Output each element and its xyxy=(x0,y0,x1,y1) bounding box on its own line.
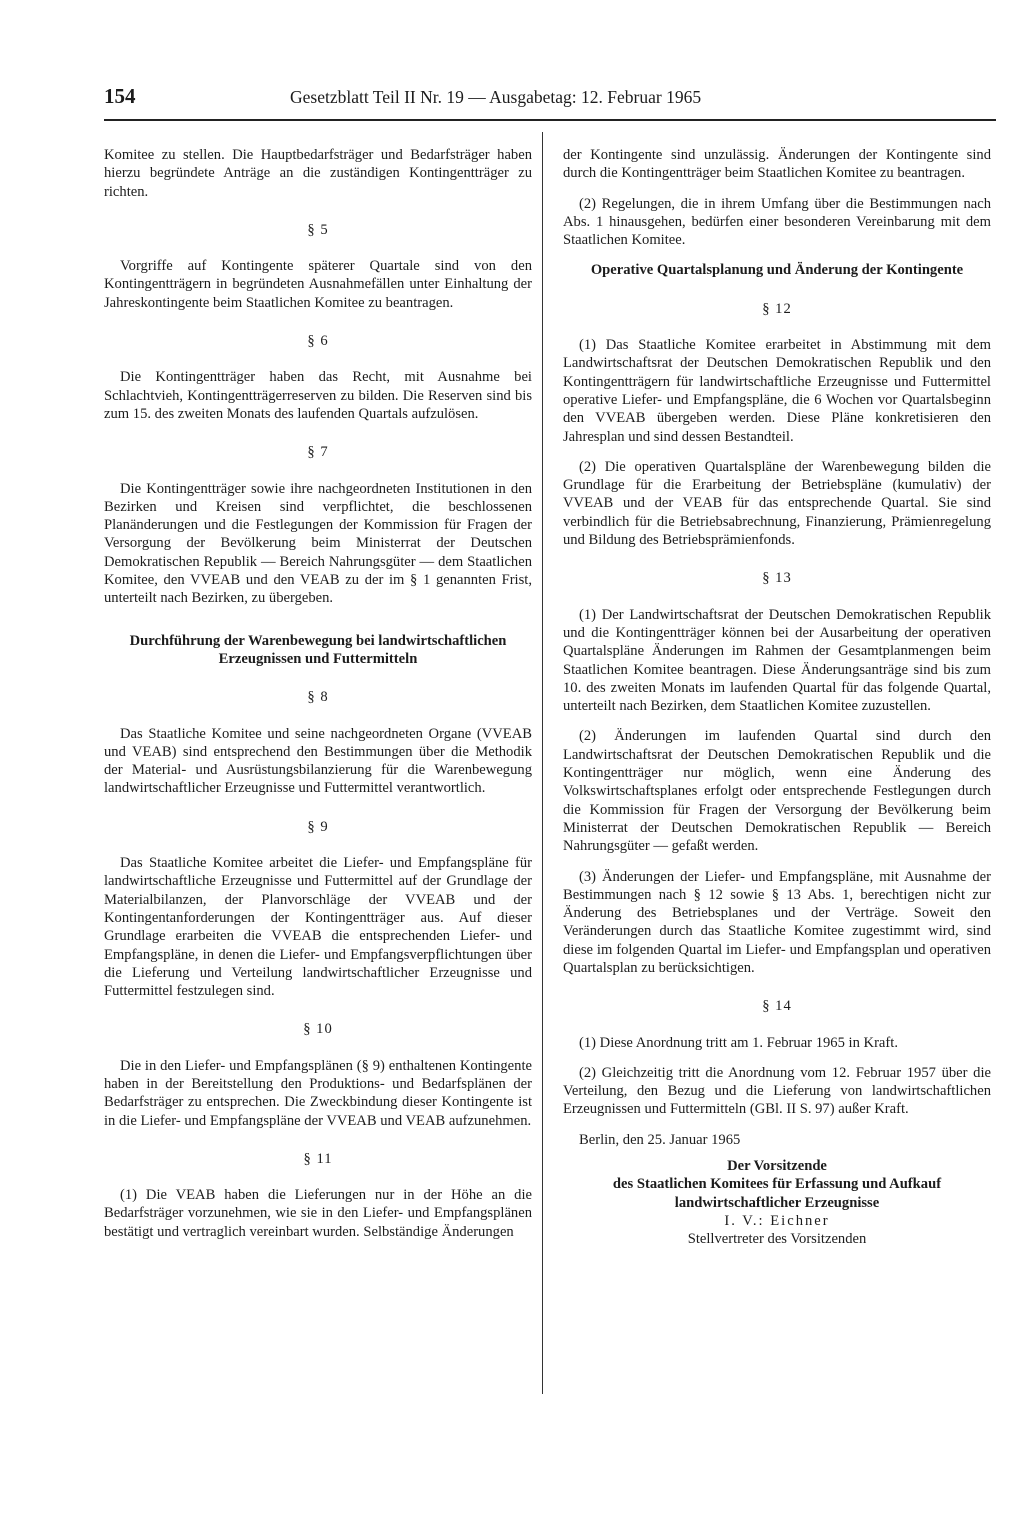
paragraph: (1) Der Landwirtschaftsrat der Deutschen Demokratischen Republik und die Kontingentträger können bei der Ausarbeitung der operativen Quartalspläne Änderungen im Rahmen der Gesamtplanmengen beim Staatlichen Komitee beantragen. Diese Änderungsanträge sind bis zum 10. des zweiten Monats im laufenden Quartal für das folgende Quartal, unterteilt nach Bezirken, dem Staatlichen Komitee zuzustellen. xyxy=(563,606,991,715)
paragraph: (2) Gleichzeitig tritt die Anordnung vom 12. Februar 1957 über die Verteilung, den Bezug und die Lieferung von landwirtschaftlichen Erzeugnissen und Futtermitteln (GBl. II S. 97) außer Kraft. xyxy=(563,1064,991,1118)
paragraph: Die Kontingentträger haben das Recht, mit Ausnahme bei Schlachtvieh, Kontingentträgerreserven zu bilden. Die Reserven sind bis zum 15. des zweiten Monats des laufenden Quartals aufzulösen. xyxy=(104,369,532,422)
signatory-organization: des Staatlichen Komitees für Erfassung und Aufkauf xyxy=(612,1176,942,1193)
section-sign: § 10 xyxy=(303,1021,333,1038)
paragraph: Vorgriffe auf Kontingente späterer Quartale sind von den Kontingentträgern in begründeten Ausnahmefällen unter Einhaltung der Jahreskontingente beim Staatlichen Komitee zu beantragen. xyxy=(104,258,532,311)
section-sign: § 8 xyxy=(307,689,329,706)
right-column xyxy=(563,146,991,1249)
paragraph: (2) Regelungen, die in ihrem Umfang über die Bestimmungen nach Abs. 1 hinausgehen, bedürfen einer besonderen Vereinbarung mit dem Staatlichen Komitee. xyxy=(563,195,991,249)
section-sign: § 7 xyxy=(307,444,329,461)
paragraph: (1) Die VEAB haben die Lieferungen nur in der Höhe an die Bedarfsträger vorzunehmen, wie sie in den Liefer- und Empfangsplänen bestätigt und vertraglich vereinbart wurden. Selbständige Änderungen xyxy=(104,1187,532,1240)
section-sign: § 9 xyxy=(307,818,329,835)
signatory-title: Der Vorsitzende xyxy=(727,1158,827,1175)
section-heading: Operative Quartalsplanung und Änderung der Kontingente xyxy=(590,262,964,279)
paragraph: (2) Änderungen im laufenden Quartal sind durch den Landwirtschaftsrat der Deutschen Demokratischen Republik und die Kontingentträger nur möglich, wenn eine Änderung des Volkswirtschaftsplanes erfolgt oder entsprechende Festlegungen durch die Kommission für Fragen der Versorgung der Bevölkerung beim Ministerrat der Deutschen Demokratischen Republik — Bereich Nahrungsgüter — gefaßt werden. xyxy=(563,728,991,855)
signatory-organization-cont: landwirtschaftlicher Erzeugnisse xyxy=(674,1194,880,1211)
signatory-role: Stellvertreter des Vorsitzenden xyxy=(687,1231,867,1248)
paragraph: Die Kontingentträger sowie ihre nachgeordneten Institutionen in den Bezirken und Kreisen sind verpflichtet, die beschlossenen Planänderungen und die Festlegungen der Kommission für Fragen der Versorgung der Bevölkerung beim Ministerrat der Deutschen Demokratischen Republik — Bereich Nahrungsgüter — dem Staatlichen Komitee, den VVEAB und den VEAB zu der im § 1 genannten Frist, unterteilt nach Bezirken, zu übergeben. xyxy=(104,480,532,607)
column-divider xyxy=(542,132,543,1394)
section-sign: § 6 xyxy=(307,333,329,350)
section-sign: § 11 xyxy=(303,1150,333,1167)
paragraph: (2) Die operativen Quartalspläne der Warenbewegung bilden die Grundlage für die Erarbeitung der Betriebspläne (kumulativ) der VVEAB und der VEAB für das entsprechende Quartal. Sie sind verbindlich für die Betriebsabrechnung, Finanzierung, Prämienregelung und Bildung des Betriebsprämienfonds. xyxy=(563,458,991,549)
paragraph: Die in den Liefer- und Empfangsplänen (§ 9) enthaltenen Kontingente haben in der Bereitstellung den Produktions- und Bedarfsplänen der Bedarfsträger zu entsprechen. Die Zweckbindung dieser Kontingente ist in die Liefer- und Empfangspläne der VVEAB und VEAB aufzunehmen. xyxy=(104,1057,532,1129)
signatory-name: I. V.: Eichner xyxy=(724,1212,830,1229)
section-sign: § 14 xyxy=(762,998,792,1015)
paragraph: der Kontingente sind unzulässig. Änderungen der Kontingente sind durch die Kontingentträger beim Staatlichen Komitee zu beantragen. xyxy=(563,147,991,182)
paragraph: Das Staatliche Komitee und seine nachgeordneten Organe (VVEAB und VEAB) sind entsprechend den Bestimmungen über die Methodik der Material- und Ausrüstungsbilanzierung für die Warenbewegung landwirtschaftlicher Erzeugnisse und Futtermittel verantwortlich. xyxy=(104,725,532,797)
left-column xyxy=(104,146,532,1253)
paragraph: (3) Änderungen der Liefer- und Empfangspläne, mit Ausnahme der Bestimmungen nach § 12 sowie § 13 Abs. 1, berechtigen nicht zur Änderung des Betriebsplanes und der Verträge. Soweit den Veränderungen durch das Staatliche Komitee zugestimmt wird, sind diese im folgenden Quartal im Liefer- und Empfangsplan und operativen Quartalsplan zu berücksichtigen. xyxy=(563,868,991,976)
page-number: 154 xyxy=(104,84,136,108)
running-title: Gesetzblatt Teil II Nr. 19 — Ausgabetag: 12. Februar 1965 xyxy=(290,87,702,107)
header-rule xyxy=(104,119,996,121)
section-sign: § 5 xyxy=(307,221,329,238)
signature-block xyxy=(563,1131,991,1249)
paragraph: (1) Diese Anordnung tritt am 1. Februar 1965 in Kraft. xyxy=(579,1034,898,1051)
paragraph: Das Staatliche Komitee arbeitet die Liefer- und Empfangspläne für landwirtschaftliche Erzeugnisse und Futtermittel auf der Grundlage der Materialbilanzen, der Planvorschläge der VVEAB und der Kontingentanforderungen der Kontingentträger aus. Auf dieser Grundlage erarbeiten die VVEAB die entsprechenden Liefer- und Empfangspläne, in denen die Liefer- und Empfangsverpflichtungen über die Lieferung und Verteilung landwirtschaftlicher Erzeugnisse und Futtermittel festzulegen sind. xyxy=(104,855,532,1000)
section-heading: Durchführung der Warenbewegung bei landwirtschaftlichen Erzeugnissen und Futtermitteln xyxy=(129,632,507,667)
paragraph: (1) Das Staatliche Komitee erarbeitet in Abstimmung mit dem Landwirtschaftsrat der Deutschen Demokratischen Republik und den Kontingentträgern für landwirtschaftliche Erzeugnisse und Futtermittel operative Liefer- und Empfangspläne, die 6 Wochen vor Quartalsbeginn den VVEAB übergeben werden. Diese Pläne konkretisieren den Jahresplan und sind dessen Bestandteil. xyxy=(563,337,991,445)
section-sign: § 12 xyxy=(762,300,792,317)
date-line: Berlin, den 25. Januar 1965 xyxy=(579,1131,741,1148)
paragraph: Komitee zu stellen. Die Hauptbedarfsträger und Bedarfsträger haben hierzu begründete Anträge an die zuständigen Kontingentträger zu richten. xyxy=(104,147,532,200)
section-sign: § 13 xyxy=(762,570,792,587)
